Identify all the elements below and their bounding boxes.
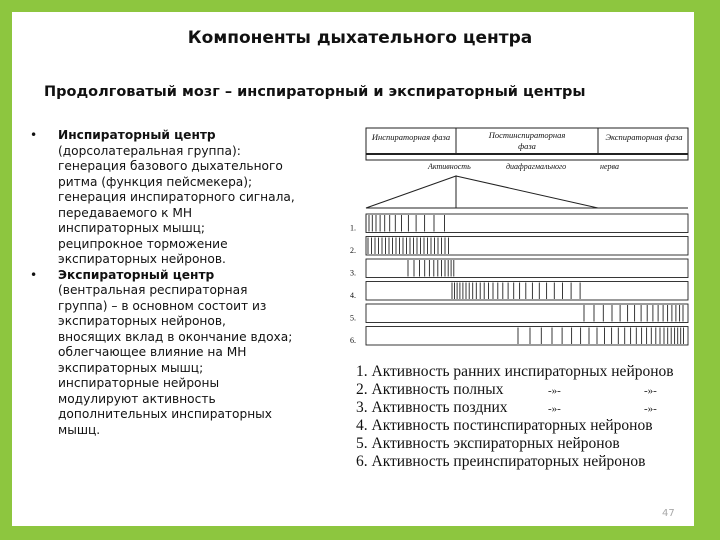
activity-label: нерва: [600, 162, 619, 171]
neuron-row-number: 5.: [350, 313, 356, 323]
bullet-expiratory-center: [28, 268, 338, 439]
legend-mark: -»-: [644, 403, 657, 415]
bullet-inspiratory-center: [28, 128, 338, 268]
bullet-line: вносящих вклад в окончание вдоха;: [58, 329, 293, 344]
bullet-line: группа) – в основном состоит из: [58, 298, 267, 313]
legend-mark: -»-: [548, 385, 561, 397]
neuron-row-number: 1.: [350, 223, 356, 233]
phase-label-expiratory: Экспираторная фаза: [605, 132, 683, 142]
legend-item: 4. Активность постинспираторных нейронов: [356, 417, 653, 434]
bullet-title: Инспираторный центр: [58, 128, 216, 142]
neuron-row-number: 3.: [350, 268, 356, 278]
neuron-row-number: 4.: [350, 291, 356, 300]
bullet-line: реципрокное торможение: [58, 236, 228, 251]
legend-mark: -»-: [548, 403, 561, 415]
legend-mark: -»-: [644, 385, 657, 397]
slide-subtitle: Продолговатый мозг – инспираторный и экспираторный центры: [44, 84, 586, 100]
activity-label: Активность: [428, 162, 471, 171]
bullet-dot-icon: •: [30, 267, 38, 282]
slide-title: Компоненты дыхательного центра: [187, 28, 533, 48]
activity-label: диафрагмального: [506, 162, 567, 171]
legend-item: 1. Активность ранних инспираторных нейронов: [356, 363, 674, 380]
legend-item: 5. Активность экспираторных нейронов: [356, 435, 620, 452]
bullet-line: облегчающее влияние на МН: [58, 345, 247, 359]
respiratory-neuron-diagram: [348, 124, 692, 478]
page-number: 47: [662, 508, 675, 519]
bullet-line: экспираторных нейронов,: [58, 314, 226, 328]
phase-label-postinspiratory: Постинспираторная: [488, 130, 566, 140]
neuron-row-number: 6.: [350, 336, 356, 345]
neuron-row-number: 2.: [350, 246, 356, 255]
bullet-line: генерация базового дыхательного: [58, 159, 283, 173]
bullet-line: экспираторных нейронов.: [58, 252, 226, 266]
bullet-line: (вентральная респираторная: [58, 283, 248, 297]
bullet-dot-icon: •: [30, 128, 38, 142]
bullet-line: мышц.: [58, 422, 101, 437]
legend-item: 3. Активность поздних: [356, 399, 508, 416]
bullet-line: дополнительных инспираторных: [58, 407, 273, 421]
bullet-line: модулируют активность: [58, 391, 216, 406]
phase-label-postinspiratory-2: фаза: [518, 141, 536, 151]
legend-item: 6. Активность преинспираторных нейронов: [356, 453, 646, 470]
bullet-list: [28, 128, 338, 438]
bullet-line: инспираторные нейроны: [58, 376, 220, 390]
bullet-line: экспираторных мышц;: [58, 360, 204, 375]
bullet-title: Экспираторный центр: [58, 267, 215, 282]
bullet-line: ритма (функция пейсмекера);: [58, 174, 253, 189]
legend-item: 2. Активность полных: [356, 381, 504, 398]
bullet-line: генерация инспираторного сигнала,: [58, 190, 295, 204]
bullet-line: инспираторных мышц;: [58, 221, 206, 235]
phase-label-inspiratory: Инспираторная фаза: [371, 132, 451, 142]
bullet-line: передаваемого к МН: [58, 205, 193, 220]
bullet-line: (дорсолатеральная группа):: [58, 143, 241, 158]
